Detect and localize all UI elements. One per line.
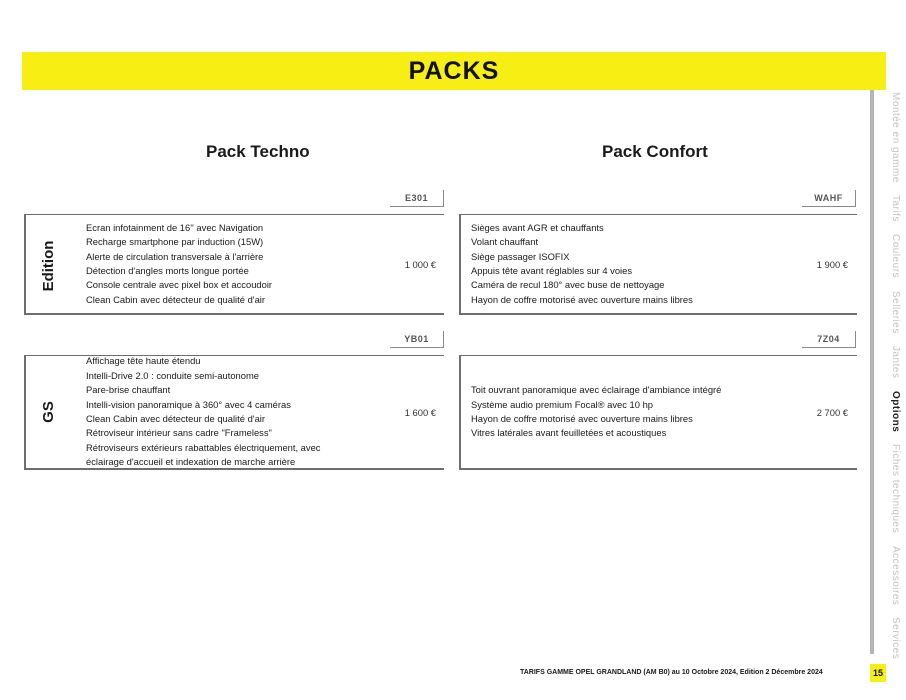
feature-line: Sièges avant AGR et chauffants bbox=[471, 221, 604, 233]
nav-item-montee-en-gamme[interactable]: Montée en gamme bbox=[890, 92, 901, 183]
feature-line: Affichage tête haute étendu bbox=[86, 355, 201, 367]
price-7z04: 2 700 € bbox=[816, 406, 848, 418]
footer-text: TARIFS GAMME OPEL GRANDLAND (AM B0) au 10 Octobre 2024, Edition 2 Décembre 2024 bbox=[520, 669, 823, 676]
code-wahf: WAHF bbox=[802, 190, 856, 207]
nav-item-selleries[interactable]: Selleries bbox=[890, 290, 901, 334]
feature-line: Intelli-Drive 2.0 : conduite semi-autonome bbox=[86, 369, 259, 381]
price-yb01: 1 600 € bbox=[404, 406, 436, 418]
nav-item-services[interactable]: Services bbox=[890, 617, 901, 660]
feature-line: Hayon de coffre motorisé avec ouverture mains libres bbox=[471, 413, 693, 424]
side-navigation bbox=[868, 90, 906, 660]
feature-line: Ecran infotainment de 16'' avec Navigation bbox=[86, 221, 264, 233]
feature-line: Système audio premium Focal® avec 10 hp bbox=[471, 398, 653, 410]
page-title: PACKS bbox=[408, 56, 500, 85]
feature-line: Recharge smartphone par induction (15W) bbox=[86, 236, 264, 248]
feature-line: Appuis tête avant réglables sur 4 voies bbox=[471, 265, 633, 276]
gs-confort-features bbox=[471, 355, 781, 469]
code-yb01: YB01 bbox=[390, 331, 444, 348]
feature-line: éclairage d'accueil et indexation de marche arrière bbox=[86, 456, 296, 468]
nav-item-jantes[interactable]: Jantes bbox=[890, 345, 901, 379]
pack-confort-title: Pack Confort bbox=[602, 142, 708, 161]
code-e301: E301 bbox=[390, 190, 444, 207]
pack-techno-title: Pack Techno bbox=[206, 142, 310, 161]
nav-item-fiches-techniques[interactable]: Fiches techniques bbox=[890, 444, 901, 534]
feature-line: Vitres latérales avant feuilletées et acoustiques bbox=[471, 427, 667, 439]
feature-line: Pare-brise chauffant bbox=[86, 384, 171, 396]
feature-line: Siège passager ISOFIX bbox=[471, 250, 570, 262]
feature-line: Hayon de coffre motorisé avec ouverture mains libres bbox=[471, 293, 693, 305]
side-nav-items bbox=[890, 92, 901, 669]
price-wahf: 1 900 € bbox=[816, 258, 848, 270]
nav-item-options[interactable]: Options bbox=[890, 390, 901, 432]
edition-confort-features bbox=[471, 220, 761, 308]
packs-banner bbox=[22, 52, 886, 90]
feature-line: Rétroviseur intérieur sans cadre "Frameless" bbox=[86, 427, 272, 439]
feature-line: Clean Cabin avec détecteur de qualité d'air bbox=[86, 293, 265, 305]
side-nav-rule bbox=[870, 90, 874, 654]
feature-line: Toit ouvrant panoramique avec éclairage d'ambiance intégré bbox=[471, 384, 722, 396]
feature-line: Détection d'angles morts longue portée bbox=[86, 265, 249, 276]
feature-line: Rétroviseurs extérieurs rabattables électriquement, avec bbox=[86, 441, 321, 453]
price-e301: 1 000 € bbox=[404, 258, 436, 270]
feature-line: Intelli-vision panoramique à 360° avec 4 caméras bbox=[86, 398, 291, 410]
feature-line: Clean Cabin avec détecteur de qualité d'air bbox=[86, 413, 265, 424]
feature-line: Caméra de recul 180° avec buse de nettoyage bbox=[471, 279, 665, 291]
edition-techno-features bbox=[86, 220, 386, 308]
nav-item-couleurs[interactable]: Couleurs bbox=[890, 234, 901, 279]
feature-line: Alerte de circulation transversale à l'arrière bbox=[86, 250, 264, 262]
code-7z04: 7Z04 bbox=[802, 331, 856, 348]
nav-item-accessoires[interactable]: Accessoires bbox=[890, 545, 901, 605]
page-number: 15 bbox=[870, 664, 886, 682]
row-label-gs: GS bbox=[40, 401, 57, 423]
row-label-edition: Edition bbox=[40, 240, 57, 292]
gs-techno-features bbox=[86, 354, 386, 470]
feature-line: Volant chauffant bbox=[471, 236, 539, 248]
nav-item-tarifs[interactable]: Tarifs bbox=[890, 195, 901, 223]
feature-line: Console centrale avec pixel box et accoudoir bbox=[86, 279, 273, 291]
